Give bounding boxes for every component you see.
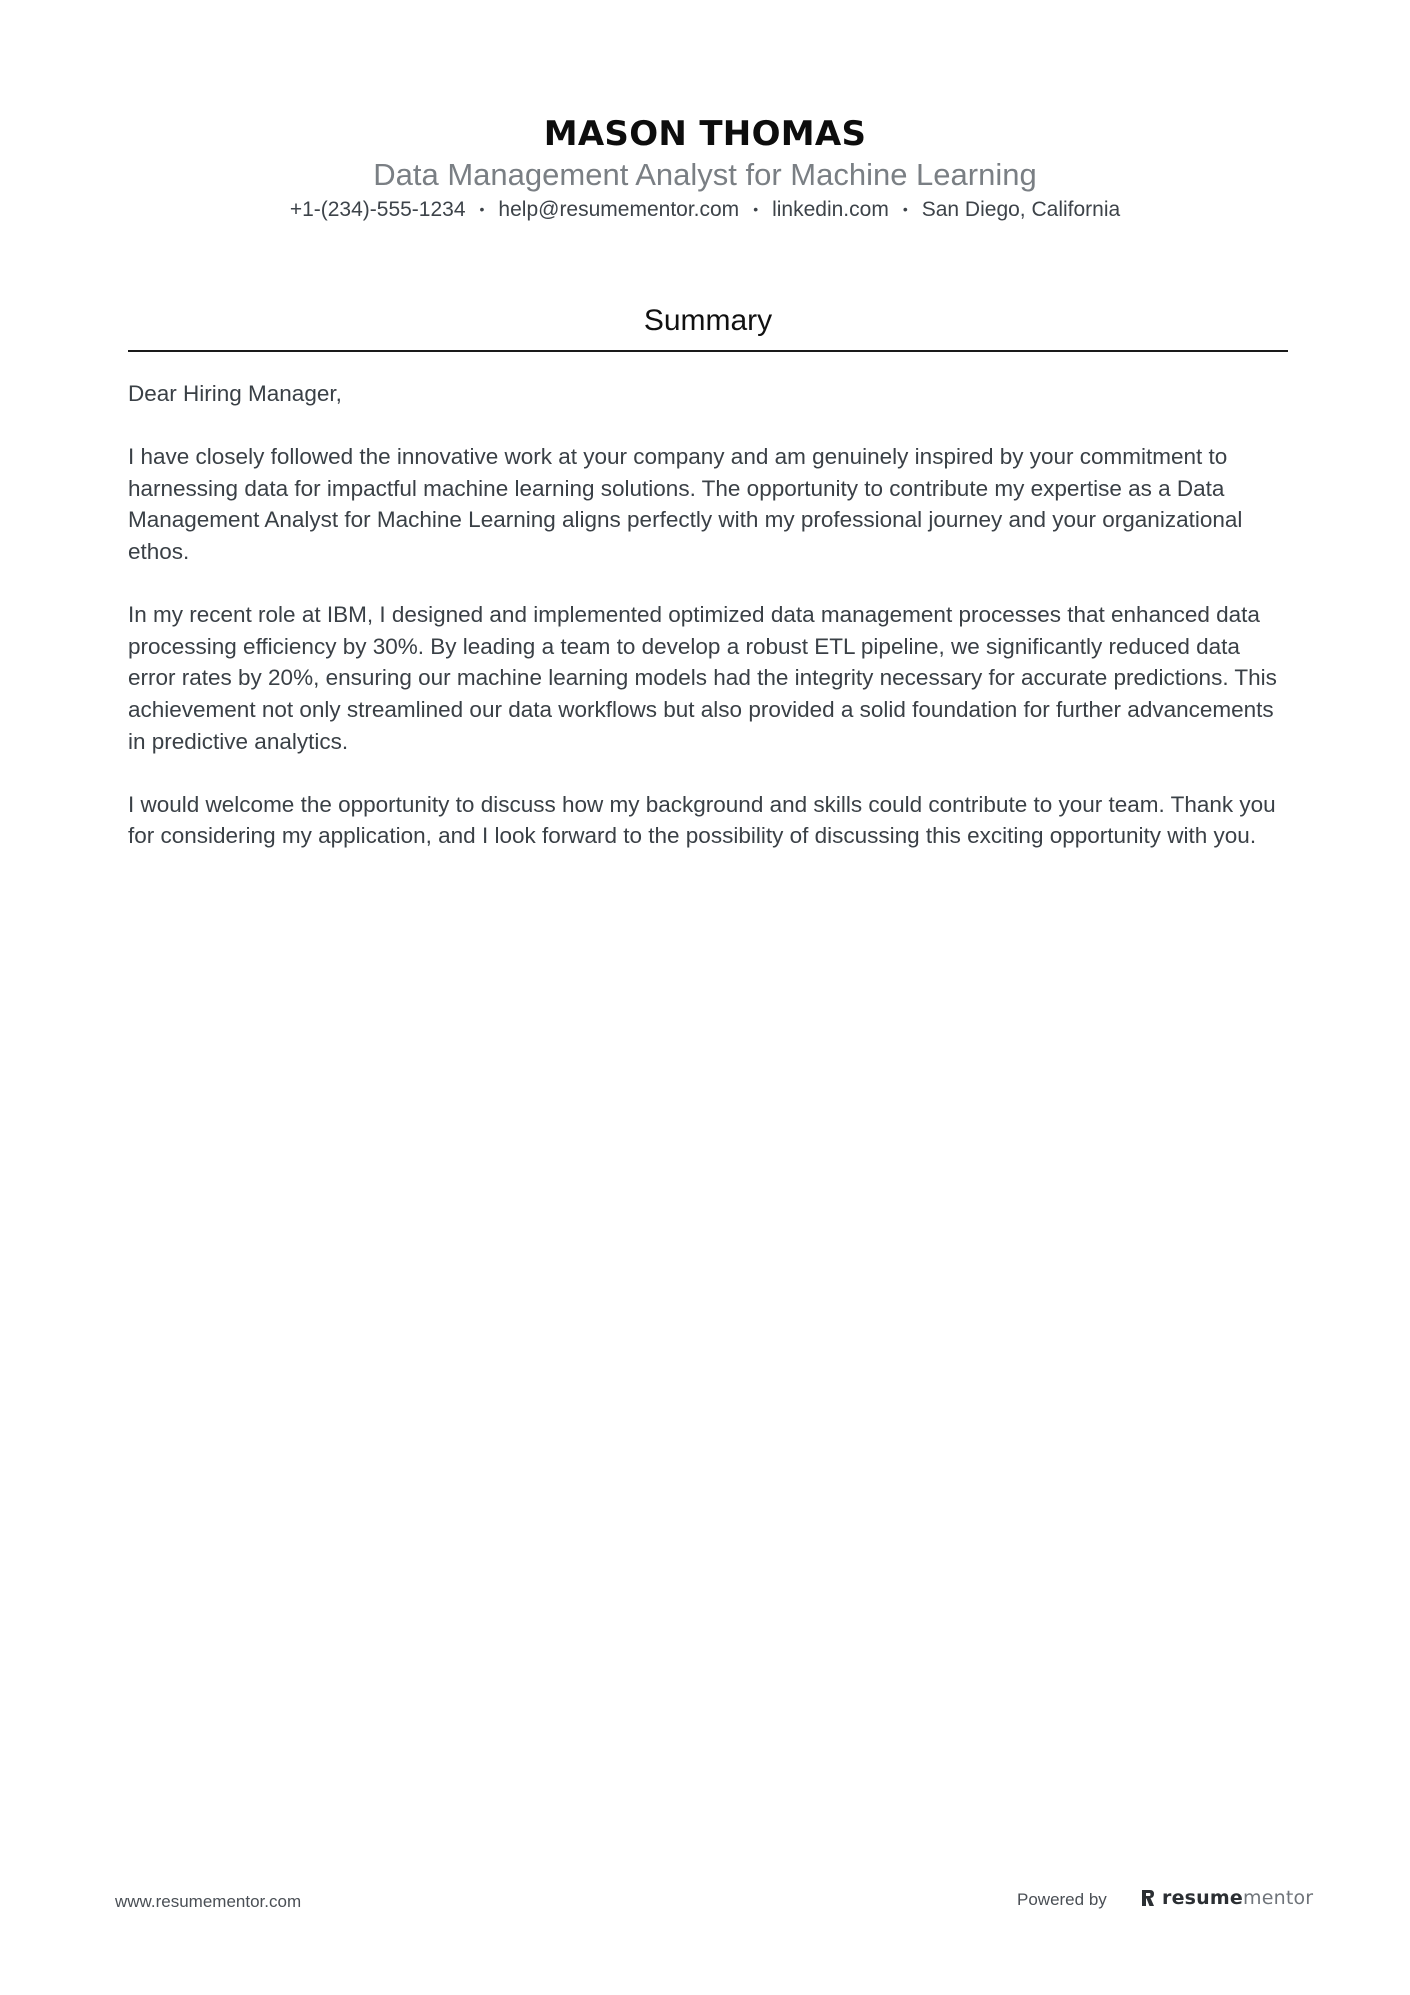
contact-location: San Diego, California	[921, 198, 1121, 221]
contact-phone: +1-(234)-555-1234	[289, 198, 466, 221]
footer-brand-logo[interactable]	[1140, 1884, 1313, 1912]
brand-wordmark-part2: mentor	[1242, 1887, 1314, 1909]
contact-separator: •	[753, 201, 759, 217]
cover-letter-body	[128, 378, 1288, 884]
letter-greeting: Dear Hiring Manager,	[128, 381, 342, 406]
letter-paragraph: I have closely followed the innovative work at your company and am genuinely inspired by your commitment to harnessing data for impactful machine learning solutions. The opportunity to contribute my expertise as a Data Management Analyst for Machine Learning aligns perfectly with my professional journey and your organizational ethos.	[128, 444, 1243, 564]
letter-paragraph: In my recent role at IBM, I designed and implemented optimized data management processes that enhanced data processing efficiency by 30%. By leading a team to develop a robust ETL pipeline, we significantly reduced data error rates by 20%, ensuring our machine learning models had the integrity necessary for accurate predictions. This achievement not only streamlined our data workflows but also provided a solid foundation for further advancements in predictive analytics.	[128, 602, 1277, 754]
resumementor-logo-icon	[1140, 1888, 1156, 1908]
contact-line	[0, 194, 1410, 225]
powered-by-label: Powered by	[1017, 1890, 1107, 1909]
candidate-name: MASON THOMAS	[543, 114, 867, 154]
contact-linkedin: linkedin.com	[772, 198, 889, 221]
brand-wordmark	[1162, 1887, 1313, 1909]
letter-paragraph: I would welcome the opportunity to discuss how my background and skills could contribute to your team. Thank you for considering my application, and I look forward to the possibility of discussing this exciting opportunity with you.	[128, 791, 1276, 849]
contact-separator: •	[479, 201, 485, 217]
contact-email: help@resumementor.com	[498, 198, 740, 221]
job-title: Data Management Analyst for Machine Learning	[373, 157, 1037, 192]
brand-wordmark-part1: resume	[1162, 1887, 1243, 1909]
section-title: Summary	[643, 304, 773, 337]
contact-separator: •	[902, 201, 908, 217]
footer-website-link[interactable]: www.resumementor.com	[115, 1892, 302, 1911]
resume-header	[0, 112, 1410, 225]
section-divider	[128, 350, 1288, 352]
